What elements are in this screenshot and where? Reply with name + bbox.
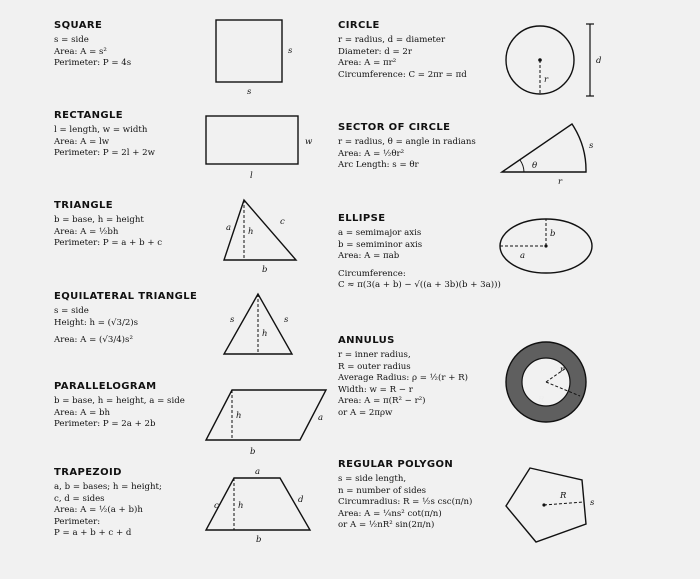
trapezoid-label-d: d bbox=[298, 495, 304, 505]
triangle-line-2: Area: A = ½bh bbox=[54, 226, 119, 237]
circle-line-2: Diameter: d = 2r bbox=[338, 46, 413, 57]
trapezoid-figure bbox=[198, 466, 318, 546]
sector-title: SECTOR OF CIRCLE bbox=[338, 122, 451, 133]
rectangle-label-length: l bbox=[250, 171, 253, 181]
circle-title: CIRCLE bbox=[338, 20, 380, 31]
ellipse-label-a: a bbox=[520, 251, 526, 261]
polygon-line-4: Area: A = ¼ns² cot(π/n) bbox=[338, 508, 442, 519]
sector-angle-arc bbox=[520, 160, 524, 172]
equilateral-line-2: Height: h = (√3/2)s bbox=[54, 317, 139, 328]
sector-line-1: r = radius, θ = angle in radians bbox=[338, 137, 476, 147]
annulus-figure bbox=[504, 340, 594, 430]
parallelogram-figure bbox=[198, 384, 338, 456]
sector-line-3: Arc Length: s = θr bbox=[338, 160, 419, 171]
trapezoid-line-2: c, d = sides bbox=[54, 493, 105, 504]
equilateral-figure bbox=[212, 290, 312, 360]
equilateral-label-s-left: s bbox=[230, 315, 235, 325]
annulus-label-R: R bbox=[538, 395, 545, 405]
annulus-line-1: r = inner radius, bbox=[338, 350, 411, 360]
trapezoid-label-c: c bbox=[214, 501, 219, 511]
parallelogram-title: PARALLELOGRAM bbox=[54, 381, 157, 392]
circle-label-d: d bbox=[596, 56, 602, 66]
equilateral-line-1: s = side bbox=[54, 306, 89, 316]
polygon-label-s: s bbox=[590, 498, 595, 508]
sector-section bbox=[338, 122, 476, 172]
rectangle-section bbox=[54, 110, 155, 160]
polygon-figure bbox=[500, 462, 600, 552]
ellipse-title: ELLIPSE bbox=[338, 213, 386, 224]
parallelogram-shape bbox=[206, 390, 326, 440]
square-shape bbox=[216, 20, 282, 82]
sector-line-2: Area: A = ½θr² bbox=[338, 148, 405, 159]
polygon-title: REGULAR POLYGON bbox=[338, 459, 454, 470]
parallelogram-line-3: Perimeter: P = 2a + 2b bbox=[54, 419, 156, 430]
ellipse-line-3: Area: A = πab bbox=[338, 251, 400, 262]
annulus-line-5: Area: A = π(R² − r²) bbox=[338, 396, 426, 407]
equilateral-section bbox=[54, 291, 197, 347]
rectangle-title: RECTANGLE bbox=[54, 110, 124, 121]
polygon-line-5: or A = ½nR² sin(2π/n) bbox=[338, 520, 435, 531]
rectangle-label-width: w bbox=[305, 137, 313, 147]
equilateral-line-3: Area: A = (√3/4)s² bbox=[54, 335, 133, 346]
triangle-label-c: c bbox=[280, 217, 285, 227]
trapezoid-title: TRAPEZOID bbox=[54, 467, 122, 478]
circle-label-r: r bbox=[544, 75, 549, 85]
sector-figure bbox=[496, 118, 606, 188]
rectangle-figure bbox=[200, 112, 320, 182]
circle-figure bbox=[498, 18, 608, 98]
sector-shape bbox=[502, 124, 586, 172]
parallelogram-label-h: h bbox=[236, 411, 242, 421]
triangle-line-3: Perimeter: P = a + b + c bbox=[54, 238, 163, 249]
circle-line-1: r = radius, d = diameter bbox=[338, 35, 446, 45]
square-line-3: Perimeter: P = 4s bbox=[54, 58, 132, 69]
triangle-label-b: b bbox=[262, 265, 268, 275]
triangle-label-h: h bbox=[248, 227, 254, 237]
parallelogram-line-1: b = base, h = height, a = side bbox=[54, 396, 185, 406]
trapezoid-line-5: P = a + b + c + d bbox=[54, 528, 132, 539]
square-section bbox=[54, 20, 131, 70]
equilateral-title: EQUILATERAL TRIANGLE bbox=[54, 291, 198, 302]
circle-line-3: Area: A = πr² bbox=[338, 58, 397, 69]
annulus-section bbox=[338, 335, 468, 420]
rectangle-shape bbox=[206, 116, 298, 164]
ellipse-label-b: b bbox=[550, 229, 556, 239]
trapezoid-line-1: a, b = bases; h = height; bbox=[54, 482, 162, 492]
circle-section bbox=[338, 20, 467, 81]
trapezoid-section bbox=[54, 467, 162, 540]
ellipse-line-2: b = semiminor axis bbox=[338, 239, 423, 250]
sector-label-s: s bbox=[589, 141, 594, 151]
polygon-line-1: s = side length, bbox=[338, 474, 407, 484]
square-line-1: s = side bbox=[54, 35, 89, 45]
rectangle-line-3: Perimeter: P = 2l + 2w bbox=[54, 148, 155, 159]
sector-label-r: r bbox=[558, 177, 563, 187]
ellipse-line-1: a = semimajor axis bbox=[338, 228, 422, 238]
parallelogram-label-b: b bbox=[250, 447, 256, 457]
equilateral-label-s-right: s bbox=[284, 315, 289, 325]
equilateral-label-h: h bbox=[262, 329, 268, 339]
annulus-line-6: or A = 2πρw bbox=[338, 407, 393, 418]
triangle-section bbox=[54, 200, 162, 250]
ellipse-line-5: C ≈ π(3(a + b) − √((a + 3b)(b + 3a))) bbox=[338, 280, 501, 291]
trapezoid-line-4: Perimeter: bbox=[54, 516, 101, 527]
rectangle-line-2: Area: A = lw bbox=[54, 136, 110, 147]
ellipse-line-4: Circumference: bbox=[338, 268, 406, 279]
triangle-title: TRIANGLE bbox=[54, 200, 113, 211]
annulus-label-r: r bbox=[560, 365, 565, 375]
sector-label-theta: θ bbox=[532, 161, 538, 171]
square-label-bottom: s bbox=[247, 87, 252, 97]
annulus-line-4: Width: w = R − r bbox=[338, 384, 413, 395]
trapezoid-line-3: Area: A = ½(a + b)h bbox=[54, 505, 143, 516]
annulus-title: ANNULUS bbox=[338, 335, 395, 346]
square-label-right: s bbox=[288, 46, 293, 56]
parallelogram-label-a: a bbox=[318, 413, 324, 423]
ellipse-figure bbox=[494, 212, 604, 282]
triangle-line-1: b = base, h = height bbox=[54, 215, 144, 225]
triangle-label-a: a bbox=[226, 223, 232, 233]
square-line-2: Area: A = s² bbox=[54, 46, 107, 57]
polygon-label-R: R bbox=[560, 491, 567, 501]
polygon-line-2: n = number of sides bbox=[338, 485, 427, 496]
triangle-figure bbox=[218, 194, 318, 274]
ellipse-section bbox=[338, 213, 501, 292]
trapezoid-label-a: a bbox=[255, 467, 261, 477]
trapezoid-shape bbox=[206, 478, 310, 530]
triangle-shape bbox=[224, 200, 296, 260]
annulus-line-2: R = outer radius bbox=[338, 361, 411, 372]
annulus-line-3: Average Radius: ρ = ½(r + R) bbox=[338, 373, 468, 384]
square-title: SQUARE bbox=[54, 20, 103, 31]
circle-line-4: Circumference: C = 2πr = πd bbox=[338, 69, 467, 80]
parallelogram-section bbox=[54, 381, 185, 431]
polygon-section bbox=[338, 459, 472, 532]
polygon-line-3: Circumradius: R = ½s csc(π/n) bbox=[338, 497, 473, 508]
parallelogram-line-2: Area: A = bh bbox=[54, 407, 111, 418]
square-figure bbox=[210, 18, 300, 98]
trapezoid-label-b: b bbox=[256, 535, 262, 545]
rectangle-line-1: l = length, w = width bbox=[54, 125, 148, 135]
polygon-radius-line bbox=[544, 502, 584, 505]
trapezoid-label-h: h bbox=[238, 501, 244, 511]
